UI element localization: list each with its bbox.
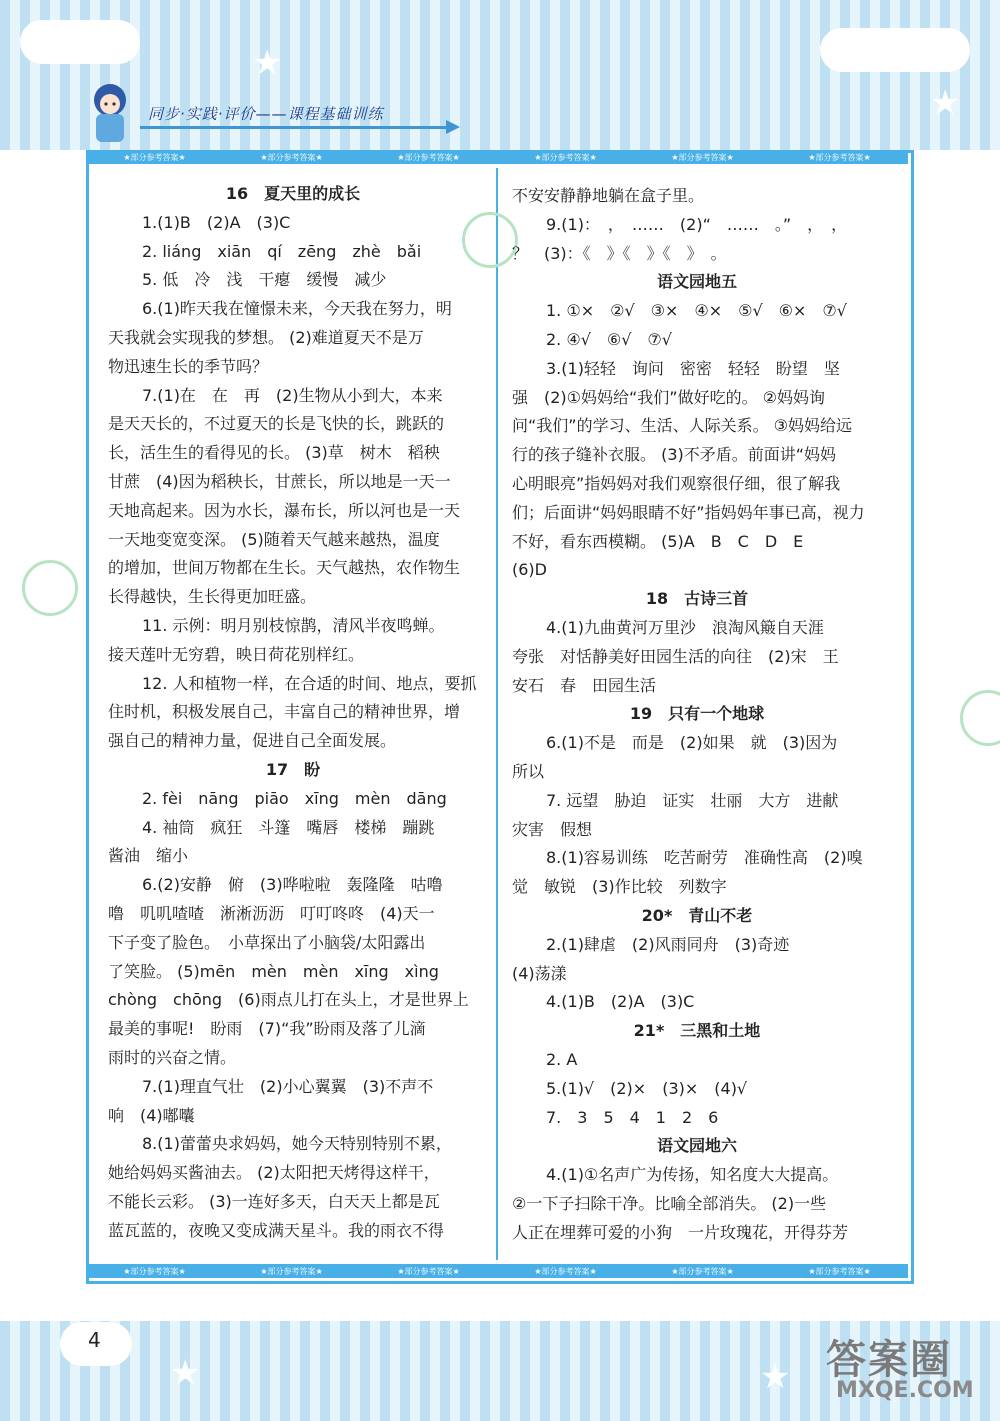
answer-line: 一天地变宽变深。 (5)随着天气越来越热，温度 bbox=[108, 529, 440, 549]
answer-line: 1. ①× ②√ ③× ④× ⑤√ ⑥× ⑦√ bbox=[546, 301, 847, 321]
star-icon: ★ bbox=[170, 1353, 201, 1393]
answer-line: ②一下子扫除干净。比喻全部消失。 (2)一些 bbox=[512, 1193, 827, 1213]
star-icon: ★ bbox=[760, 1357, 791, 1397]
answer-line: 安石 春 田园生活 bbox=[512, 675, 657, 695]
bottom-label-bar bbox=[86, 1264, 908, 1278]
mascot-icon bbox=[82, 78, 138, 146]
answer-line: 下子变了脸色。 小草探出了小脑袋/太阳露出 bbox=[108, 932, 426, 952]
bar-label: ★部分参考答案★ bbox=[397, 1266, 460, 1276]
answer-line: 夸张 对恬静美好田园生活的向往 (2)宋 王 bbox=[512, 646, 839, 666]
answer-line: 是天天长的，不过夏天的长是飞快的长，跳跃的 bbox=[108, 414, 445, 434]
watermark-logo bbox=[960, 690, 1000, 746]
bar-label: ★部分参考答案★ bbox=[260, 1266, 323, 1276]
answer-line: 7.(1)在 在 再 (2)生物从小到大，本来 bbox=[142, 385, 443, 405]
answer-line: 2. ④√ ⑥√ ⑦√ bbox=[546, 329, 672, 349]
answer-line: 不能长云彩。 (3)一连好多天，白天天上都是瓦 bbox=[108, 1191, 440, 1211]
answer-line: 的增加，世间万物都在生长。天气越热，农作物生 bbox=[108, 558, 461, 578]
answer-line: 9.(1)： ， …… (2)“ …… 。” ， ， bbox=[546, 214, 848, 234]
bar-label: ★部分参考答案★ bbox=[397, 152, 460, 162]
answer-line: 12. 人和植物一样，在合适的时间、地点，要抓 bbox=[142, 673, 477, 693]
answer-line: 5. 低 冷 浅 干瘪 缓慢 减少 bbox=[142, 270, 387, 290]
right-column bbox=[512, 182, 882, 1247]
bar-label: ★部分参考答案★ bbox=[808, 152, 871, 162]
section-title: 18 古诗三首 bbox=[645, 589, 749, 609]
site-domain: MXQE.COM bbox=[836, 1378, 974, 1403]
answer-line: 强 (2)①妈妈给“我们”做好吃的。 ②妈妈询 bbox=[512, 387, 826, 407]
answer-line: 长得越快，生长得更加旺盛。 bbox=[108, 587, 317, 607]
page-number: 4 bbox=[88, 1328, 101, 1352]
answer-line: 问“我们”的学习、生活、人际关系。 ③妈妈给远 bbox=[512, 416, 853, 436]
section-title: 16 夏天里的成长 bbox=[225, 184, 361, 203]
section-title: 21* 三黑和土地 bbox=[633, 1021, 761, 1041]
left-column bbox=[108, 180, 478, 1245]
answer-line: 蓝瓦蓝的，夜晚又变成满天星斗。我的雨衣不得 bbox=[108, 1220, 445, 1240]
answer-line: 心明眼亮”指妈妈对我们观察很仔细，很了解我 bbox=[512, 473, 841, 493]
answer-line: 7. 远望 胁迫 证实 壮丽 大方 进献 bbox=[546, 790, 839, 810]
star-icon: ★ bbox=[252, 43, 283, 83]
answer-line: (4)荡漾 bbox=[512, 963, 567, 983]
answer-line: 4.(1)B (2)A (3)C bbox=[546, 992, 695, 1012]
star-icon: ★ bbox=[930, 83, 961, 123]
watermark-logo bbox=[22, 560, 78, 616]
cloud-decoration bbox=[820, 28, 970, 72]
answer-line: 4. 袖筒 疯狂 斗篷 嘴唇 楼梯 蹦跳 bbox=[142, 817, 435, 837]
answer-line: 响 (4)嘟囔 bbox=[108, 1105, 195, 1125]
header-title: 同步·实践·评价——课程基础训练 bbox=[148, 105, 384, 123]
answer-line: 2. fèi nāng piāo xīng mèn dāng bbox=[142, 788, 447, 808]
answer-line: 1.(1)B (2)A (3)C bbox=[142, 212, 291, 232]
answer-line: 天我就会实现我的梦想。 (2)难道夏天不是万 bbox=[108, 327, 424, 347]
answer-line: 8.(1)容易训练 吃苦耐劳 准确性高 (2)嗅 bbox=[546, 848, 863, 868]
answer-line: 3.(1)轻轻 询问 密密 轻轻 盼望 坚 bbox=[546, 358, 840, 378]
answer-line: 住时机，积极发展自己，丰富自己的精神世界，增 bbox=[108, 702, 461, 722]
bar-label: ★部分参考答案★ bbox=[123, 152, 186, 162]
answer-line: 8.(1)蕾蕾央求妈妈，她今天特别特别不累， bbox=[142, 1134, 452, 1154]
answer-line: 4.(1)①名声广为传扬，知名度大大提高。 bbox=[546, 1165, 839, 1185]
cloud-decoration bbox=[20, 20, 140, 64]
answer-line: 2.(1)肆虐 (2)风雨同舟 (3)奇迹 bbox=[546, 934, 790, 954]
answer-line: 物迅速生长的季节吗？ bbox=[108, 356, 269, 376]
answer-line: 了笑脸。 (5)mēn mèn mèn xīng xìng bbox=[108, 961, 439, 981]
answer-line: 们；后面讲“妈妈眼睛不好”指妈妈年事已高，视力 bbox=[512, 502, 865, 522]
bar-label: ★部分参考答案★ bbox=[260, 152, 323, 162]
answer-line: 甘蔗 (4)因为稻秧长，甘蔗长，所以地是一天一 bbox=[108, 471, 451, 491]
answer-line: 人正在埋葬可爱的小狗 一片玫瑰花，开得芬芳 bbox=[512, 1222, 849, 1242]
answer-line: 雨时的兴奋之情。 bbox=[108, 1047, 237, 1067]
top-label-bar bbox=[86, 150, 908, 164]
column-divider bbox=[496, 168, 498, 1260]
bar-label: ★部分参考答案★ bbox=[534, 152, 597, 162]
answer-line: 不好，看东西模糊。 (5)A B C D E bbox=[512, 531, 804, 551]
arrow-icon bbox=[446, 120, 460, 134]
answer-line: 7.(1)理直气壮 (2)小心翼翼 (3)不声不 bbox=[142, 1076, 434, 1096]
answer-line: ？ (3)：《 》《 》《 》 。 bbox=[512, 243, 727, 263]
answer-line: 接天莲叶无穷碧，映日荷花别样红。 bbox=[108, 644, 365, 664]
answer-line: 4.(1)九曲黄河万里沙 浪淘风簸自天涯 bbox=[546, 617, 824, 637]
section-title: 语文园地五 bbox=[656, 272, 737, 292]
answer-line: 不安安静静地躺在盒子里。 bbox=[512, 186, 705, 205]
site-logo: 答案圈 bbox=[826, 1337, 952, 1383]
answer-line: 灾害 假想 bbox=[512, 819, 593, 839]
bar-label: ★部分参考答案★ bbox=[671, 152, 734, 162]
section-title: 17 盼 bbox=[265, 759, 321, 779]
answer-line: 所以 bbox=[512, 761, 545, 781]
answer-line: 2. liáng xiān qí zēng zhè bǎi bbox=[142, 241, 422, 261]
answer-line: 行的孩子缝补衣服。 (3)不矛盾。前面讲“妈妈 bbox=[512, 445, 837, 465]
answer-line: 6.(1)昨天我在憧憬未来，今天我在努力，明 bbox=[142, 299, 452, 319]
section-title: 20* 青山不老 bbox=[641, 905, 753, 925]
answer-line: 天地高起来。因为水长，瀑布长，所以河也是一天 bbox=[108, 500, 461, 520]
answer-line: 觉 敏锐 (3)作比较 列数字 bbox=[512, 877, 727, 897]
answer-line: 6.(2)安静 俯 (3)哗啦啦 轰隆隆 咕噜 bbox=[142, 875, 443, 895]
section-title: 19 只有一个地球 bbox=[629, 704, 765, 724]
answer-line: 酱油 缩小 bbox=[108, 846, 189, 866]
bar-label: ★部分参考答案★ bbox=[671, 1266, 734, 1276]
answer-line: 11. 示例：明月别枝惊鹊，清风半夜鸣蝉。 bbox=[142, 615, 445, 635]
answer-line: (6)D bbox=[512, 560, 547, 580]
answer-line: 7. 3 5 4 1 2 6 bbox=[546, 1107, 719, 1127]
answer-line: 最美的事呢! 盼雨 (7)“我”盼雨及落了儿滴 bbox=[108, 1019, 426, 1039]
bar-label: ★部分参考答案★ bbox=[123, 1266, 186, 1276]
answer-line: 强自己的精神力量，促进自己全面发展。 bbox=[108, 731, 397, 751]
answer-line: 5.(1)√ (2)× (3)× (4)√ bbox=[546, 1078, 748, 1098]
bar-label: ★部分参考答案★ bbox=[808, 1266, 871, 1276]
answer-line: 6.(1)不是 而是 (2)如果 就 (3)因为 bbox=[546, 733, 838, 753]
answer-line: 噜 叽叽喳喳 淅淅沥沥 叮叮咚咚 (4)天一 bbox=[108, 903, 435, 923]
answer-line: chòng chōng (6)雨点儿打在头上，才是世界上 bbox=[108, 990, 469, 1010]
answer-line: 长，活生生的看得见的长。 (3)草 树木 稻秧 bbox=[108, 443, 440, 463]
answer-line: 2. A bbox=[546, 1049, 578, 1069]
bar-label: ★部分参考答案★ bbox=[534, 1266, 597, 1276]
answer-line: 她给妈妈买酱油去。 (2)太阳把天烤得这样干， bbox=[108, 1163, 440, 1183]
section-title: 语文园地六 bbox=[656, 1136, 737, 1156]
header-underline bbox=[140, 126, 450, 129]
